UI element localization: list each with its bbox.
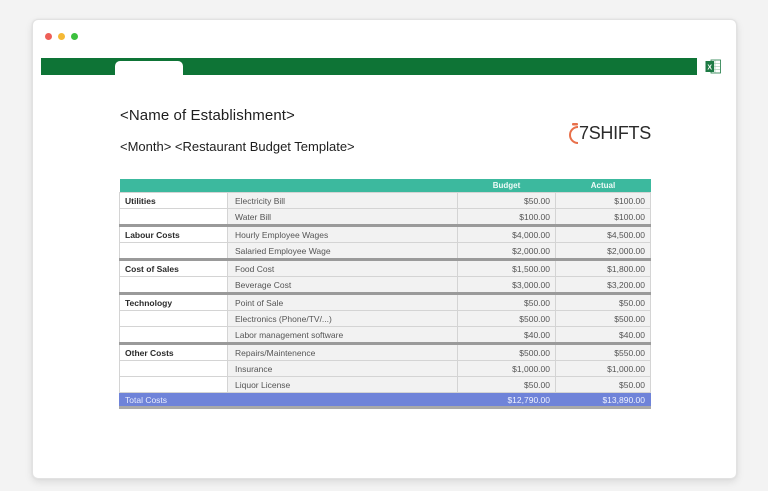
- budget-cell[interactable]: $500.00: [458, 344, 556, 361]
- actual-cell[interactable]: $50.00: [556, 377, 651, 393]
- active-sheet-tab[interactable]: [115, 61, 183, 76]
- excel-icon: [705, 59, 721, 74]
- category-cell[interactable]: Labour Costs: [120, 226, 228, 243]
- logo-text: 7SHIFTS: [579, 122, 651, 143]
- actual-cell[interactable]: $100.00: [556, 193, 651, 209]
- budget-cell[interactable]: $1,000.00: [458, 361, 556, 377]
- category-cell[interactable]: Cost of Sales: [120, 260, 228, 277]
- total-row: [120, 393, 651, 408]
- table-row: [120, 193, 651, 209]
- actual-cell[interactable]: $1,800.00: [556, 260, 651, 277]
- category-cell[interactable]: [120, 327, 228, 344]
- actual-cell[interactable]: $3,200.00: [556, 277, 651, 294]
- item-cell[interactable]: Point of Sale: [228, 294, 458, 311]
- actual-cell[interactable]: $4,500.00: [556, 226, 651, 243]
- document-subtitle: <Month> <Restaurant Budget Template>: [120, 139, 355, 154]
- budget-table: [119, 179, 651, 409]
- actual-cell[interactable]: $100.00: [556, 209, 651, 226]
- column-header-actual[interactable]: Actual: [556, 179, 651, 193]
- category-cell[interactable]: Technology: [120, 294, 228, 311]
- table-row: [120, 209, 651, 226]
- table-row: [120, 243, 651, 260]
- item-cell[interactable]: Beverage Cost: [228, 277, 458, 294]
- table-row: [120, 311, 651, 327]
- category-cell[interactable]: Utilities: [120, 193, 228, 209]
- budget-cell[interactable]: $50.00: [458, 294, 556, 311]
- actual-cell[interactable]: $500.00: [556, 311, 651, 327]
- table-header-row: [120, 179, 651, 193]
- item-cell[interactable]: Food Cost: [228, 260, 458, 277]
- item-cell[interactable]: Labor management software: [228, 327, 458, 344]
- budget-cell[interactable]: $500.00: [458, 311, 556, 327]
- item-cell[interactable]: Repairs/Maintenence: [228, 344, 458, 361]
- category-cell[interactable]: [120, 243, 228, 260]
- category-cell[interactable]: [120, 311, 228, 327]
- window-controls: [45, 33, 78, 40]
- table-row: [120, 294, 651, 311]
- item-cell[interactable]: Electronics (Phone/TV/...): [228, 311, 458, 327]
- actual-cell[interactable]: $50.00: [556, 294, 651, 311]
- item-cell[interactable]: Salaried Employee Wage: [228, 243, 458, 260]
- minimize-window-button[interactable]: [58, 33, 65, 40]
- app-window: [32, 19, 737, 479]
- spreadsheet-ribbon: [41, 58, 697, 75]
- total-empty-cell[interactable]: [228, 393, 458, 408]
- total-budget-cell[interactable]: $12,790.00: [458, 393, 556, 408]
- budget-cell[interactable]: $50.00: [458, 193, 556, 209]
- actual-cell[interactable]: $40.00: [556, 327, 651, 344]
- category-cell[interactable]: [120, 277, 228, 294]
- column-header-item[interactable]: [228, 179, 458, 193]
- actual-cell[interactable]: $1,000.00: [556, 361, 651, 377]
- item-cell[interactable]: Electricity Bill: [228, 193, 458, 209]
- budget-cell[interactable]: $3,000.00: [458, 277, 556, 294]
- budget-cell[interactable]: $2,000.00: [458, 243, 556, 260]
- category-cell[interactable]: [120, 209, 228, 226]
- maximize-window-button[interactable]: [71, 33, 78, 40]
- table-row: [120, 361, 651, 377]
- table-row: [120, 260, 651, 277]
- category-cell[interactable]: [120, 361, 228, 377]
- budget-cell[interactable]: $1,500.00: [458, 260, 556, 277]
- item-cell[interactable]: Hourly Employee Wages: [228, 226, 458, 243]
- total-label-cell[interactable]: Total Costs: [120, 393, 228, 408]
- table-row: [120, 277, 651, 294]
- budget-cell[interactable]: $4,000.00: [458, 226, 556, 243]
- budget-cell[interactable]: $40.00: [458, 327, 556, 344]
- table-row: [120, 344, 651, 361]
- actual-cell[interactable]: $550.00: [556, 344, 651, 361]
- document-title: <Name of Establishment>: [120, 107, 295, 124]
- category-cell[interactable]: Other Costs: [120, 344, 228, 361]
- svg-text:X: X: [707, 64, 713, 72]
- total-actual-cell[interactable]: $13,890.00: [556, 393, 651, 408]
- item-cell[interactable]: Water Bill: [228, 209, 458, 226]
- table-row: [120, 327, 651, 344]
- budget-cell[interactable]: $100.00: [458, 209, 556, 226]
- item-cell[interactable]: Liquor License: [228, 377, 458, 393]
- budget-cell[interactable]: $50.00: [458, 377, 556, 393]
- table-row: [120, 377, 651, 393]
- column-header-category[interactable]: [120, 179, 228, 193]
- category-cell[interactable]: [120, 377, 228, 393]
- table-row: [120, 226, 651, 243]
- column-header-budget[interactable]: Budget: [458, 179, 556, 193]
- item-cell[interactable]: Insurance: [228, 361, 458, 377]
- actual-cell[interactable]: $2,000.00: [556, 243, 651, 260]
- close-window-button[interactable]: [45, 33, 52, 40]
- brand-logo: [567, 118, 651, 148]
